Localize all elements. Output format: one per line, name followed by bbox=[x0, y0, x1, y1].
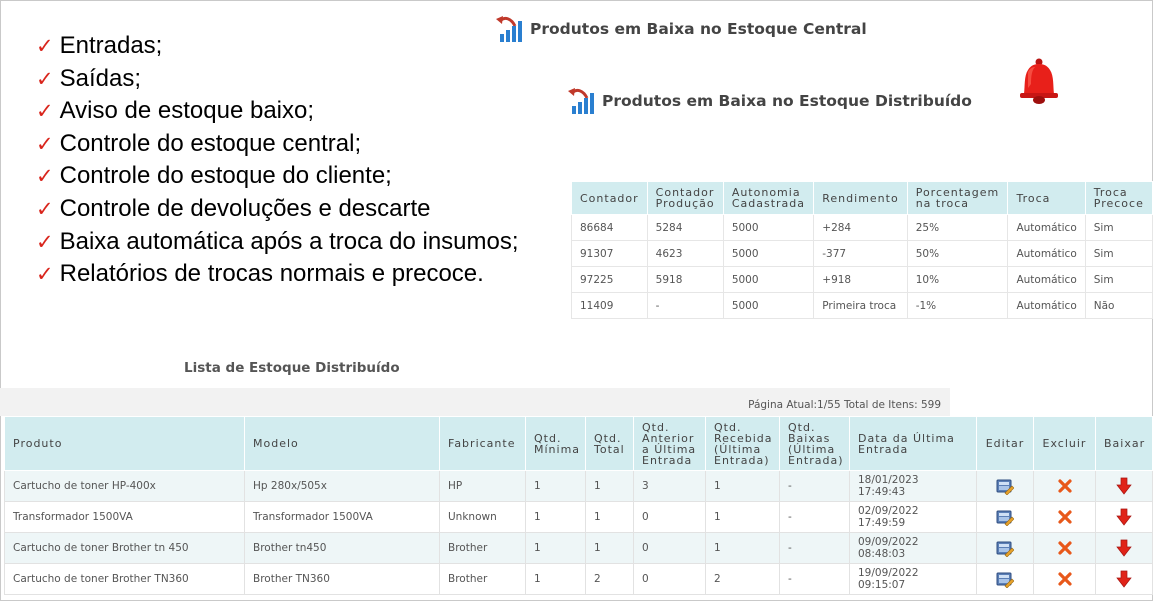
table-cell: HP bbox=[440, 471, 526, 502]
edit-icon[interactable] bbox=[996, 570, 1014, 588]
column-header: Qtd. Anterior a Última Entrada bbox=[634, 417, 706, 471]
table-cell: - bbox=[780, 533, 850, 564]
stock-list-title: Lista de Estoque Distribuído bbox=[184, 360, 400, 376]
table-cell: 25% bbox=[907, 215, 1008, 241]
table-cell: Automático bbox=[1008, 293, 1085, 319]
check-icon: ✓ bbox=[36, 100, 54, 124]
table-cell: 5000 bbox=[723, 215, 813, 241]
table-cell: Sim bbox=[1085, 241, 1152, 267]
edit-button[interactable] bbox=[977, 502, 1034, 533]
table-row bbox=[5, 502, 1153, 533]
download-button[interactable] bbox=[1096, 502, 1153, 533]
feature-text: Controle de devoluções e descarte bbox=[59, 194, 431, 222]
table-cell: 50% bbox=[907, 241, 1008, 267]
column-header: Fabricante bbox=[440, 417, 526, 471]
table-cell: +284 bbox=[814, 215, 907, 241]
table-cell: 0 bbox=[634, 564, 706, 595]
table-cell: 1 bbox=[706, 533, 780, 564]
table-cell: 91307 bbox=[572, 241, 648, 267]
table-cell: 02/09/2022 17:49:59 bbox=[850, 502, 977, 533]
feature-text: Aviso de estoque baixo; bbox=[59, 97, 315, 125]
table-cell: 5000 bbox=[723, 241, 813, 267]
check-icon: ✓ bbox=[36, 35, 54, 58]
delete-icon[interactable] bbox=[1057, 509, 1073, 525]
delete-icon[interactable] bbox=[1057, 478, 1073, 494]
table-cell: 11409 bbox=[572, 293, 648, 319]
table-cell: Unknown bbox=[440, 502, 526, 533]
check-icon: ✓ bbox=[36, 165, 54, 189]
table-cell: 1 bbox=[526, 502, 586, 533]
feature-item bbox=[36, 128, 519, 161]
table-cell: Transformador 1500VA bbox=[245, 502, 440, 533]
download-button[interactable] bbox=[1096, 564, 1153, 595]
check-icon: ✓ bbox=[36, 230, 54, 254]
table-cell: Brother bbox=[440, 564, 526, 595]
download-button[interactable] bbox=[1096, 471, 1153, 502]
chart-alert-icon bbox=[494, 14, 528, 44]
table-cell: Automático bbox=[1008, 241, 1085, 267]
table-cell: - bbox=[780, 502, 850, 533]
column-header: Excluir bbox=[1034, 417, 1096, 471]
table-row bbox=[572, 215, 1153, 241]
table-cell: 0 bbox=[634, 502, 706, 533]
table-cell: 5284 bbox=[647, 215, 723, 241]
table-cell: 10% bbox=[907, 267, 1008, 293]
table-cell: - bbox=[647, 293, 723, 319]
table-cell: Cartucho de toner Brother TN360 bbox=[5, 564, 245, 595]
table-cell: 5000 bbox=[723, 293, 813, 319]
chart-alert-icon bbox=[566, 86, 600, 116]
table-cell: - bbox=[780, 564, 850, 595]
table-cell: Primeira troca bbox=[814, 293, 907, 319]
distributed-stock-heading-label: Produtos em Baixa no Estoque Distribuído bbox=[602, 92, 972, 110]
table-row bbox=[572, 241, 1153, 267]
column-header: Baixar bbox=[1096, 417, 1153, 471]
table-cell: - bbox=[780, 471, 850, 502]
delete-button[interactable] bbox=[1034, 502, 1096, 533]
edit-icon[interactable] bbox=[996, 539, 1014, 557]
feature-item bbox=[36, 258, 519, 291]
table-cell: Brother tn450 bbox=[245, 533, 440, 564]
column-header: Qtd. Total bbox=[586, 417, 634, 471]
table-cell: Não bbox=[1085, 293, 1152, 319]
feature-item bbox=[36, 63, 519, 96]
feature-item bbox=[36, 193, 519, 226]
feature-item bbox=[36, 30, 519, 63]
feature-text: Relatórios de trocas normais e precoce. bbox=[59, 260, 484, 288]
table-cell: Cartucho de toner Brother tn 450 bbox=[5, 533, 245, 564]
feature-text: Entradas; bbox=[59, 32, 163, 59]
column-header: Qtd. Baixas (Última Entrada) bbox=[780, 417, 850, 471]
check-icon: ✓ bbox=[36, 263, 54, 287]
table-cell: 1 bbox=[706, 471, 780, 502]
table-cell: 09/09/2022 08:48:03 bbox=[850, 533, 977, 564]
download-button[interactable] bbox=[1096, 533, 1153, 564]
table-row bbox=[5, 564, 1153, 595]
down-arrow-icon[interactable] bbox=[1116, 539, 1132, 557]
feature-list bbox=[36, 30, 519, 291]
edit-icon[interactable] bbox=[996, 477, 1014, 495]
table-cell: Sim bbox=[1085, 267, 1152, 293]
exchange-table bbox=[571, 181, 1153, 319]
delete-button[interactable] bbox=[1034, 471, 1096, 502]
column-header: Troca bbox=[1008, 182, 1085, 215]
down-arrow-icon[interactable] bbox=[1116, 570, 1132, 588]
table-cell: 1 bbox=[526, 564, 586, 595]
pager-info: Página Atual:1/55 Total de Itens: 599 bbox=[748, 399, 941, 411]
table-cell: -377 bbox=[814, 241, 907, 267]
edit-icon[interactable] bbox=[996, 508, 1014, 526]
table-cell: Sim bbox=[1085, 215, 1152, 241]
edit-button[interactable] bbox=[977, 471, 1034, 502]
table-cell: +918 bbox=[814, 267, 907, 293]
table-cell: 18/01/2023 17:49:43 bbox=[850, 471, 977, 502]
table-cell: Cartucho de toner HP-400x bbox=[5, 471, 245, 502]
feature-item bbox=[36, 95, 519, 128]
table-cell: 3 bbox=[634, 471, 706, 502]
bell-icon[interactable] bbox=[1016, 58, 1062, 106]
central-stock-heading[interactable] bbox=[494, 14, 867, 44]
table-cell: 2 bbox=[706, 564, 780, 595]
table-cell: 0 bbox=[634, 533, 706, 564]
table-cell: Transformador 1500VA bbox=[5, 502, 245, 533]
pager-bar bbox=[0, 388, 950, 416]
column-header: Autonomia Cadastrada bbox=[723, 182, 813, 215]
down-arrow-icon[interactable] bbox=[1116, 508, 1132, 526]
feature-item bbox=[36, 160, 519, 193]
central-stock-heading-label: Produtos em Baixa no Estoque Central bbox=[530, 20, 867, 38]
table-cell: 1 bbox=[586, 533, 634, 564]
feature-text: Controle do estoque do cliente; bbox=[59, 162, 392, 190]
table-cell: 97225 bbox=[572, 267, 648, 293]
check-icon: ✓ bbox=[36, 197, 54, 221]
table-cell: 5000 bbox=[723, 267, 813, 293]
table-cell: 4623 bbox=[647, 241, 723, 267]
table-cell: Brother bbox=[440, 533, 526, 564]
table-row bbox=[572, 267, 1153, 293]
column-header: Data da Última Entrada bbox=[850, 417, 977, 471]
table-cell: -1% bbox=[907, 293, 1008, 319]
check-icon: ✓ bbox=[36, 132, 54, 156]
table-cell: 1 bbox=[526, 533, 586, 564]
delete-icon[interactable] bbox=[1057, 571, 1073, 587]
table-row bbox=[5, 471, 1153, 502]
table-cell: 2 bbox=[586, 564, 634, 595]
column-header: Rendimento bbox=[814, 182, 907, 215]
table-cell: Hp 280x/505x bbox=[245, 471, 440, 502]
feature-text: Controle do estoque central; bbox=[59, 129, 362, 157]
column-header: Contador bbox=[572, 182, 648, 215]
table-cell: 5918 bbox=[647, 267, 723, 293]
feature-text: Saídas; bbox=[59, 64, 141, 92]
table-cell: 86684 bbox=[572, 215, 648, 241]
table-cell: Brother TN360 bbox=[245, 564, 440, 595]
down-arrow-icon[interactable] bbox=[1116, 477, 1132, 495]
stock-table bbox=[4, 416, 1153, 595]
column-header: Contador Produção bbox=[647, 182, 723, 215]
table-cell: Automático bbox=[1008, 215, 1085, 241]
table-cell: 1 bbox=[526, 471, 586, 502]
delete-button[interactable] bbox=[1034, 564, 1096, 595]
column-header: Porcentagem na troca bbox=[907, 182, 1008, 215]
column-header: Troca Precoce bbox=[1085, 182, 1152, 215]
delete-icon[interactable] bbox=[1057, 540, 1073, 556]
edit-button[interactable] bbox=[977, 533, 1034, 564]
distributed-stock-heading[interactable] bbox=[566, 86, 972, 116]
column-header: Produto bbox=[5, 417, 245, 471]
column-header: Qtd. Recebida (Última Entrada) bbox=[706, 417, 780, 471]
column-header: Editar bbox=[977, 417, 1034, 471]
column-header: Modelo bbox=[245, 417, 440, 471]
table-cell: 1 bbox=[586, 502, 634, 533]
table-cell: 1 bbox=[706, 502, 780, 533]
table-cell: 1 bbox=[586, 471, 634, 502]
table-row bbox=[5, 533, 1153, 564]
table-row bbox=[572, 293, 1153, 319]
feature-item bbox=[36, 226, 519, 259]
check-icon: ✓ bbox=[36, 67, 54, 91]
edit-button[interactable] bbox=[977, 564, 1034, 595]
feature-text: Baixa automática após a troca do insumos; bbox=[59, 227, 519, 255]
delete-button[interactable] bbox=[1034, 533, 1096, 564]
column-header: Qtd. Mínima bbox=[526, 417, 586, 471]
table-cell: 19/09/2022 09:15:07 bbox=[850, 564, 977, 595]
table-cell: Automático bbox=[1008, 267, 1085, 293]
